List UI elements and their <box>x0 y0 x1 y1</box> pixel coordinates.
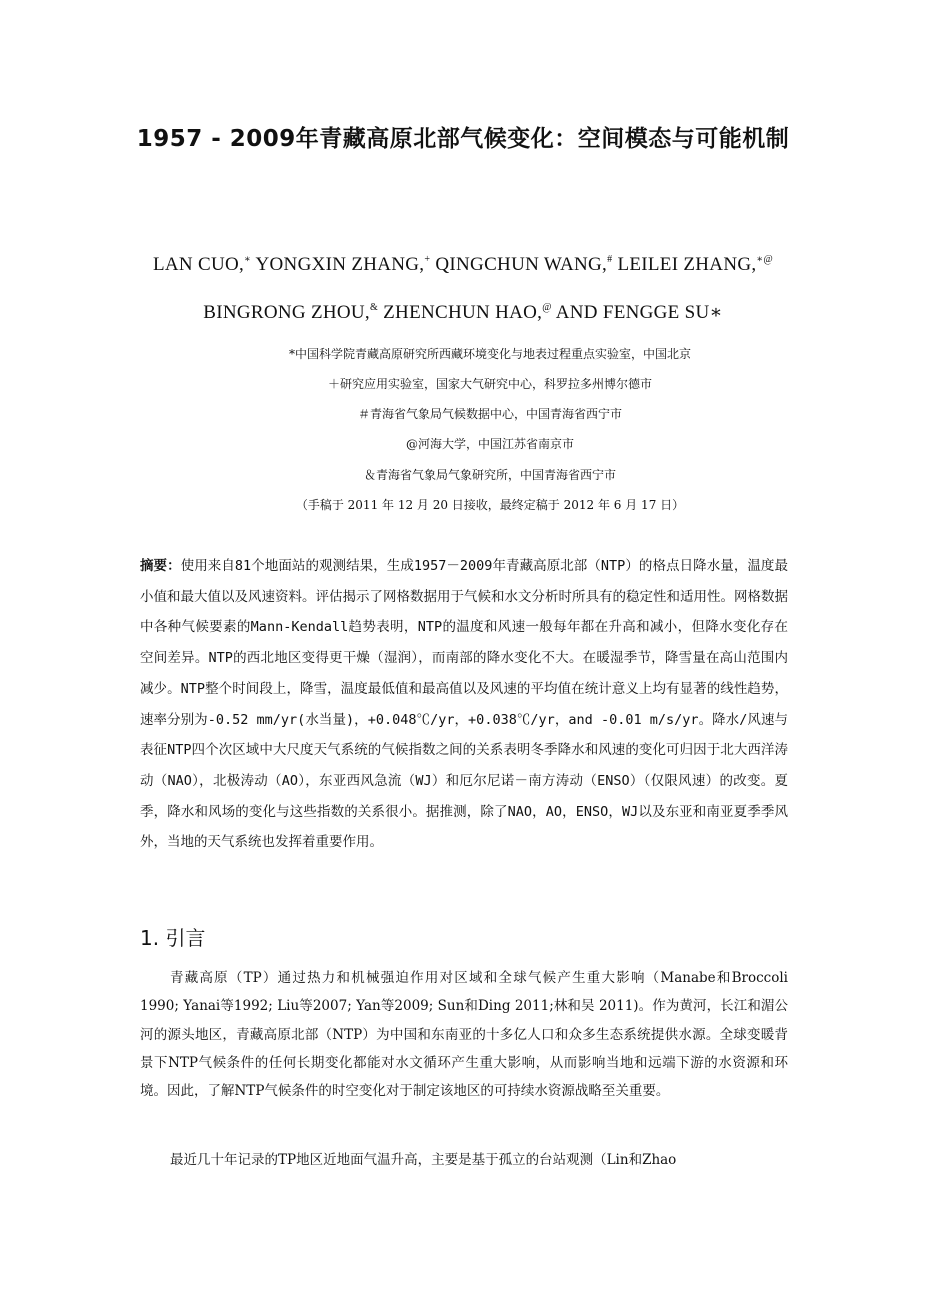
author-name: AND FENGGE SU <box>555 302 710 323</box>
author-affiliation-mark: ∗@ <box>756 254 774 265</box>
affiliation: *中国科学院青藏高原研究所西藏环境变化与地表过程重点实验室，中国北京 <box>288 347 691 361</box>
affiliation: @河海大学，中国江苏省南京市 <box>405 437 574 451</box>
affiliation: ＆青海省气象局气象研究所，中国青海省西宁市 <box>363 468 616 482</box>
author-name: QINGCHUN WANG, <box>435 254 608 275</box>
intro-paragraph: 最近几十年记录的TP地区近地面气温升高，主要是基于孤立的台站观测（Lin和Zhao <box>170 1152 677 1168</box>
affiliation: ＃青海省气象局气候数据中心，中国青海省西宁市 <box>357 407 622 421</box>
author-name: BINGRONG ZHOU, <box>203 302 370 323</box>
author-affiliation-mark: @ <box>542 302 552 313</box>
paper-title: 1957 - 2009年青藏高原北部气候变化：空间模态与可能机制 <box>136 126 790 152</box>
author-affiliation-mark: & <box>369 302 379 313</box>
author-affiliation-mark: ∗ <box>244 254 252 265</box>
author-name: YONGXIN ZHANG, <box>255 254 425 275</box>
affiliation: ＋研究应用实验室，国家大气研究中心，科罗拉多州博尔德市 <box>327 377 652 391</box>
received-dates: （手稿于 2011 年 12 月 20 日接收，最终定稿于 2012 年 6 月 17 日） <box>295 498 685 512</box>
author-line-1 <box>100 254 826 276</box>
author-name: ZHENCHUN HAO, <box>383 302 543 323</box>
abstract-text: 使用来自81个地面站的观测结果，生成1957－2009年青藏高原北部（NTP）的格点日降水量，温度最小值和最大值以及风速资料。评估揭示了网格数据用于气候和水文分析时所具有的稳定性和适用性。网格数据中各种气候要素的Mann-Kendall趋势表明，NTP的温度和风速一般每年都在升高和减小，但降水变化存在空间差异。NTP的西北地区变得更干燥（湿润），而南部的降水变化不大。在暖湿季节，降雪量在高山范围内减少。NTP整个时间段上，降雪，温度最低值和最高值以及风速的平均值在统计意义上均有显著的线性趋势，速率分别为-0.52 mm/yr(水当量)，+0.048℃/yr，+0.038℃/yr，and -0.01 m/s/yr。降水/风速与表征NTP四个次区域中大尺度天气系统的气候指数之间的关系表明冬季降水和风速的变化可归因于北大西洋涛动（NAO），北极涛动（AO），东亚西风急流（WJ）和厄尔尼诺－南方涛动（ENSO）（仅限风速）的改变。夏季，降水和风场的变化与这些指数的关系很小。据推测，除了NAO，AO，ENSO，WJ以及东亚和南亚夏季季风外，当地的天气系统也发挥着重要作用。 <box>140 558 788 851</box>
author-name: LAN CUO, <box>152 254 245 275</box>
abstract-label: 摘要： <box>140 558 181 574</box>
author-name: LEILEI ZHANG, <box>617 254 757 275</box>
author-affiliation-mark: ∗ <box>709 302 723 323</box>
author-affiliation-mark: # <box>607 254 613 265</box>
intro-paragraph: 青藏高原（TP）通过热力和机械强迫作用对区域和全球气候产生重大影响（Manabe和Broccoli 1990; Yanai等1992; Liu等2007; Yan等2009; Sun和Ding 2011;林和吴 2011)。作为黄河，长江和湄公河的源头地区，青藏高原北部（NTP）为中国和东南亚的十多亿人口和众多生态系统提供水源。全球变暖背景下NTP气候条件的任何长期变化都能对水文循环产生重大影响，从而影响当地和远端下游的水资源和环境。因此，了解NTP气候条件的时空变化对于制定该地区的可持续水资源战略至关重要。 <box>140 970 788 1100</box>
author-line-2 <box>100 301 826 324</box>
section-heading: 1. 引言 <box>140 926 206 950</box>
author-affiliation-mark: + <box>424 254 431 265</box>
abstract <box>140 551 788 858</box>
